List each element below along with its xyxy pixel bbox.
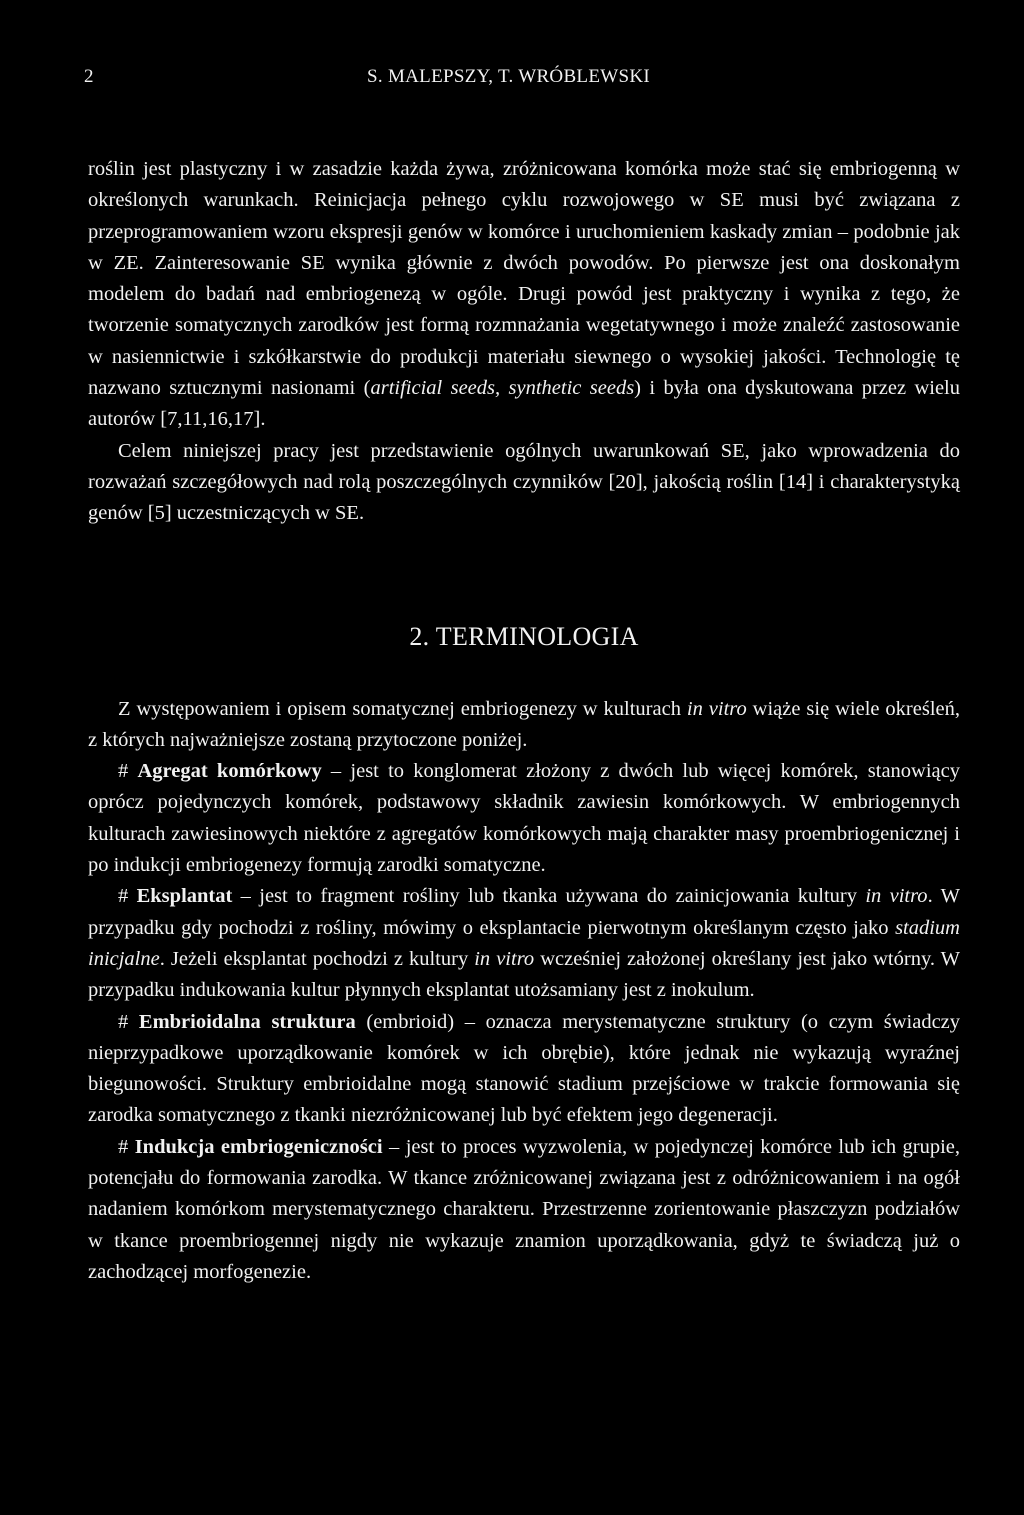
paragraph-aim-text: Celem niniejszej pracy jest przedstawienie ogólnych uwarunkowań SE, jako wprowadzenia do rozważań szczegółowych nad rolą poszczególnych czynników [20], jakością roślin [14] i charakterystyką genów [5] uczestniczących w SE.	[88, 439, 960, 525]
definition-text: – jest to konglomerat złożony z dwóch lub więcej komórek, stanowiący oprócz pojedynczych komórek, podstawowy składnik zawiesin komórkowych. W embriogennych kulturach zawiesinowych niektóre z agregatów komórkowych mają charakter masy proembriogenicznej i po indukcji embriogenezy formują zarodki somatyczne.	[88, 760, 960, 877]
definition-marker: #	[118, 1010, 129, 1033]
paragraph-intro-text: roślin jest plastyczny i w zasadzie każda żywa, zróżnicowana komórka może stać się embriogenną w określonych warunkach. Reinicjacja pełnego cyklu rozwojowego w SE musi być związana z przeprogramowaniem wzoru ekspresji genów w komórce i uruchomieniem kaskady zmian – podobnie jak w ZE. Zainteresowanie SE wynika głównie z dwóch powodów. Po pierwsze jest ona doskonałym modelem do badań nad embriogenezą w ogóle. Drugi powód jest praktyczny i wynika z tego, że tworzenie somatycznych zarodków jest formą rozmnażania wegetatywnego i może znaleźć zastosowanie w nasiennictwie i szkółkarstwie do produkcji materiału siewnego o wysokiej jakości. Technologię tę nazwano sztucznymi nasionami (	[88, 158, 960, 400]
definition-term: Eksplantat	[136, 885, 233, 908]
definition-marker: #	[118, 885, 129, 908]
paragraph-intro	[88, 154, 960, 436]
section-heading: 2. TERMINOLOGIA	[409, 621, 639, 651]
definition-explant	[88, 881, 960, 1006]
paragraph-terms-intro-text: Z występowaniem i opisem somatycznej embriogenezy w kulturach	[118, 697, 687, 720]
paragraph-aim	[88, 436, 960, 530]
paragraph-terms-intro	[88, 694, 960, 757]
definition-term: Embrioidalna struktura	[138, 1010, 356, 1033]
running-head	[0, 62, 1024, 92]
definition-text: – jest to proces wyzwolenia, w pojedynczej komórce lub ich grupie, potencjału do formowania zarodka. W tkance zróżnicowanej związana jest z odróżnicowaniem i na ogół nadaniem komórkom merystematycznego charakteru. Przestrzenne zorientowanie płaszczyzn podziałów w tkance proembriogennej nigdy nie wykazuje znamion uporządkowania, gdyż te świadczą już o zachodzącej morfogenezie.	[88, 1135, 960, 1283]
paragraph-intro-italic-term: artificial seeds, synthetic seeds	[370, 377, 635, 400]
definition-text: (embrioid) – oznacza merystematyczne struktury (o czym świadczy nieprzypadkowe uporządkowanie komórek w ich obrębie), które jednak nie wykazują wyraźnej biegunowości. Struktury embrioidalne mogą stanowić stadium przejściowe w trakcie formowania się zarodka somatycznego z tkanki niezróżnicowanej lub być efektem jego degeneracji.	[88, 1010, 961, 1127]
definition-term: Indukcja embriogeniczności	[134, 1135, 383, 1158]
definition-italic: in vitro	[474, 947, 535, 970]
definition-term: Agregat komórkowy	[137, 760, 322, 783]
definition-aggregate	[88, 756, 960, 881]
definition-marker: #	[118, 1135, 129, 1158]
paragraph-terms-intro-text-end: wiąże się wiele określeń, z których najważniejsze zostaną przytoczone poniżej.	[88, 697, 961, 751]
article-body	[88, 154, 960, 1288]
definition-text: . W przypadku gdy pochodzi z rośliny, mówimy o eksplantacie pierwotnym określanym często jako	[88, 885, 961, 939]
paragraph-intro-text-end: ) i była ona dyskutowana przez wielu autorów [7,11,16,17].	[88, 377, 960, 431]
page-number: 2	[84, 66, 94, 87]
definition-text: – jest to fragment rośliny lub tkanka używana do zainicjowania kultury	[232, 885, 866, 908]
definition-text: . Jeżeli eksplantat pochodzi z kultury	[159, 947, 475, 970]
definition-italic: stadium inicjalne	[88, 916, 960, 970]
running-head-authors: S. MALEPSZY, T. WRÓBLEWSKI	[367, 66, 650, 87]
definition-text: wcześniej założonej określany jest jako wtórny. W przypadku indukowania kultur płynnych eksplantat utożsamiany jest z inokulum.	[88, 947, 960, 1002]
paragraph-terms-intro-italic: in vitro	[686, 697, 747, 720]
definition-italic: in vitro	[865, 885, 928, 908]
definition-marker: #	[118, 760, 129, 783]
definition-embryoid	[88, 1007, 960, 1132]
definition-induction	[88, 1132, 960, 1288]
